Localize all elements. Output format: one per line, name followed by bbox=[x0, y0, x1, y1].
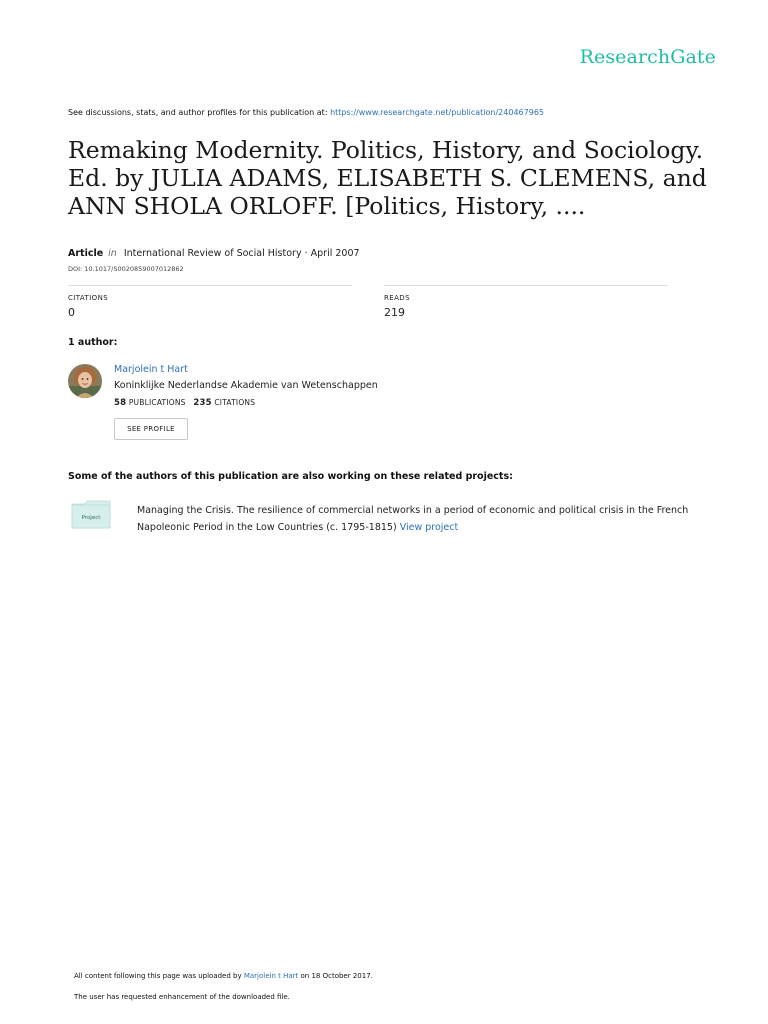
enhancement-note: The user has requested enhancement of the downloaded file. bbox=[74, 993, 290, 1001]
reads-value: 219 bbox=[384, 306, 405, 319]
publication-title: Remaking Modernity. Politics, History, and Sociology. Ed. by JULIA ADAMS, ELISABETH S. CLEMENS, and ANN SHOLA ORLOFF. [Politics, History, .... bbox=[68, 136, 707, 220]
folder-icon bbox=[71, 500, 111, 529]
author-publications-label: PUBLICATIONS bbox=[128, 398, 186, 407]
researchgate-logo[interactable]: ResearchGate bbox=[579, 46, 716, 68]
project-icon-label: Project bbox=[81, 515, 101, 521]
see-profile-button[interactable]: SEE PROFILE bbox=[114, 418, 188, 440]
authors-heading: 1 author: bbox=[68, 337, 118, 348]
citations-label: CITATIONS bbox=[68, 294, 109, 302]
upload-suffix: on 18 October 2017. bbox=[298, 972, 373, 980]
project-folder-icon[interactable] bbox=[71, 500, 111, 529]
avatar-photo-icon bbox=[68, 364, 102, 398]
author-avatar[interactable] bbox=[68, 364, 102, 398]
publication-url-link[interactable]: https://www.researchgate.net/publication/240467965 bbox=[330, 108, 544, 117]
divider-citations bbox=[68, 285, 352, 286]
upload-notice bbox=[74, 972, 373, 980]
related-projects-heading: Some of the authors of this publication are also working on these related projects: bbox=[68, 471, 513, 482]
divider-reads bbox=[384, 285, 668, 286]
author-citations-label: CITATIONS bbox=[214, 398, 256, 407]
author-stats bbox=[114, 398, 255, 408]
publication-type: Article bbox=[68, 248, 104, 259]
doi-text: DOI: 10.1017/S0020859007012862 bbox=[68, 265, 184, 273]
discussion-prefix: See discussions, stats, and author profiles for this publication at: bbox=[68, 108, 331, 117]
in-label: in bbox=[108, 248, 117, 259]
citations-value: 0 bbox=[68, 306, 75, 319]
discussion-notice bbox=[68, 108, 544, 117]
author-publications-count: 58 bbox=[114, 398, 127, 408]
project-description bbox=[137, 502, 697, 536]
author-citations-count: 235 bbox=[193, 398, 212, 408]
view-project-link[interactable]: View project bbox=[399, 522, 459, 533]
reads-label: READS bbox=[384, 294, 410, 302]
project-title-text: Managing the Crisis. The resilience of commercial networks in a period of economic and political crisis in the French Napoleonic Period in the Low Countries (c. 1795-1815) bbox=[137, 505, 689, 533]
publication-meta bbox=[68, 248, 360, 259]
author-name-link[interactable]: Marjolein t Hart bbox=[114, 364, 188, 375]
uploader-link[interactable]: Marjolein t Hart bbox=[243, 972, 299, 980]
upload-prefix: All content following this page was uploaded by bbox=[74, 972, 244, 980]
author-institution: Koninklijke Nederlandse Akademie van Wetenschappen bbox=[114, 380, 378, 391]
journal-date[interactable]: International Review of Social History · April 2007 bbox=[123, 248, 360, 259]
